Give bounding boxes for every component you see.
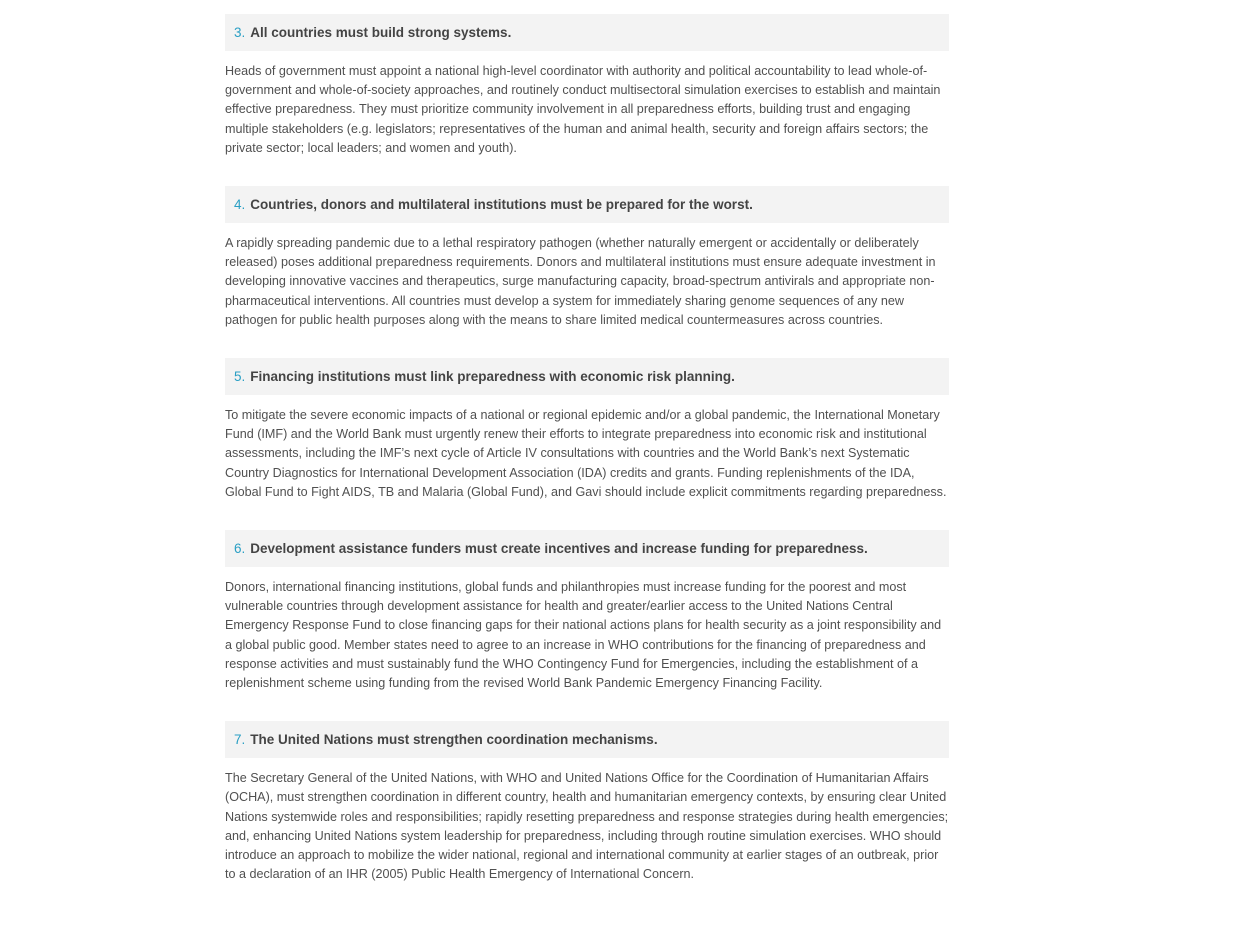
section-body: Heads of government must appoint a national high-level coordinator with authority and political accountability to lead whole-of-government and whole-of-society approaches, and routinely conduct multisectoral simulation exercises to establish and maintain effective preparedness. They must prioritize community involvement in all preparedness efforts, building trust and engaging multiple stakeholders (e.g. legislators; representatives of the human and animal health, security and foreign affairs sectors; the private sector; local leaders; and women and youth).	[225, 64, 941, 155]
section-title: Countries, donors and multilateral institutions must be prepared for the worst.	[250, 197, 753, 213]
section-body: Donors, international financing institutions, global funds and philanthropies must increase funding for the poorest and most vulnerable countries through development assistance for health and greater/earlier access to the United Nations Central Emergency Response Fund to close financing gaps for their national actions plans for health security as a joint responsibility and a global public good. Member states need to agree to an increase in WHO contributions for the financing of preparedness and response activities and must sustainably fund the WHO Contingency Fund for Emergencies, including the establishment of a replenishment scheme using funding from the revised World Bank Pandemic Emergency Financing Facility.	[225, 580, 942, 691]
section-title: Financing institutions must link preparedness with economic risk planning.	[250, 369, 735, 385]
section-header	[225, 14, 949, 51]
section-number: 7.	[234, 732, 246, 748]
recommendation-section	[225, 530, 949, 693]
section-body: The Secretary General of the United Nations, with WHO and United Nations Office for the Coordination of Humanitarian Affairs (OCHA), must strengthen coordination in different country, health and humanitarian emergency contexts, by ensuring clear United Nations systemwide roles and responsibilities; rapidly resetting preparedness and response strategies during health emergencies; and, enhancing United Nations system leadership for preparedness, including through routine simulation exercises. WHO should introduce an approach to mobilize the wider national, regional and international community at earlier stages of an outbreak, prior to a declaration of an IHR (2005) Public Health Emergency of International Concern.	[225, 771, 949, 882]
section-number: 5.	[234, 369, 246, 385]
recommendation-section	[225, 186, 949, 330]
section-header	[225, 186, 949, 223]
section-title: All countries must build strong systems.	[250, 25, 512, 40]
section-title: Development assistance funders must create incentives and increase funding for preparedness.	[250, 541, 868, 557]
section-header	[225, 530, 949, 567]
recommendation-section	[225, 14, 949, 158]
section-number: 3.	[234, 25, 246, 40]
recommendation-section	[225, 358, 949, 502]
section-title: The United Nations must strengthen coordination mechanisms.	[250, 732, 658, 748]
recommendation-section	[225, 721, 949, 884]
section-header	[225, 358, 949, 395]
section-body: A rapidly spreading pandemic due to a lethal respiratory pathogen (whether naturally emergent or accidentally or deliberately released) poses additional preparedness requirements. Donors and multilateral institutions must ensure adequate investment in developing innovative vaccines and therapeutics, surge manufacturing capacity, broad-spectrum antivirals and appropriate non-pharmaceutical interventions. All countries must develop a system for immediately sharing genome sequences of any new pathogen for public health purposes along with the means to share limited medical countermeasures across countries.	[225, 236, 936, 327]
section-number: 4.	[234, 197, 246, 213]
section-header	[225, 721, 949, 758]
recommendations-list	[225, 14, 949, 912]
section-number: 6.	[234, 541, 246, 557]
section-body: To mitigate the severe economic impacts of a national or regional epidemic and/or a global pandemic, the International Monetary Fund (IMF) and the World Bank must urgently renew their efforts to integrate preparedness into economic risk and institutional assessments, including the IMF’s next cycle of Article IV consultations with countries and the World Bank’s next Systematic Country Diagnostics for International Development Association (IDA) credits and grants. Funding replenishments of the IDA, Global Fund to Fight AIDS, TB and Malaria (Global Fund), and Gavi should include explicit commitments regarding preparedness.	[225, 408, 947, 499]
